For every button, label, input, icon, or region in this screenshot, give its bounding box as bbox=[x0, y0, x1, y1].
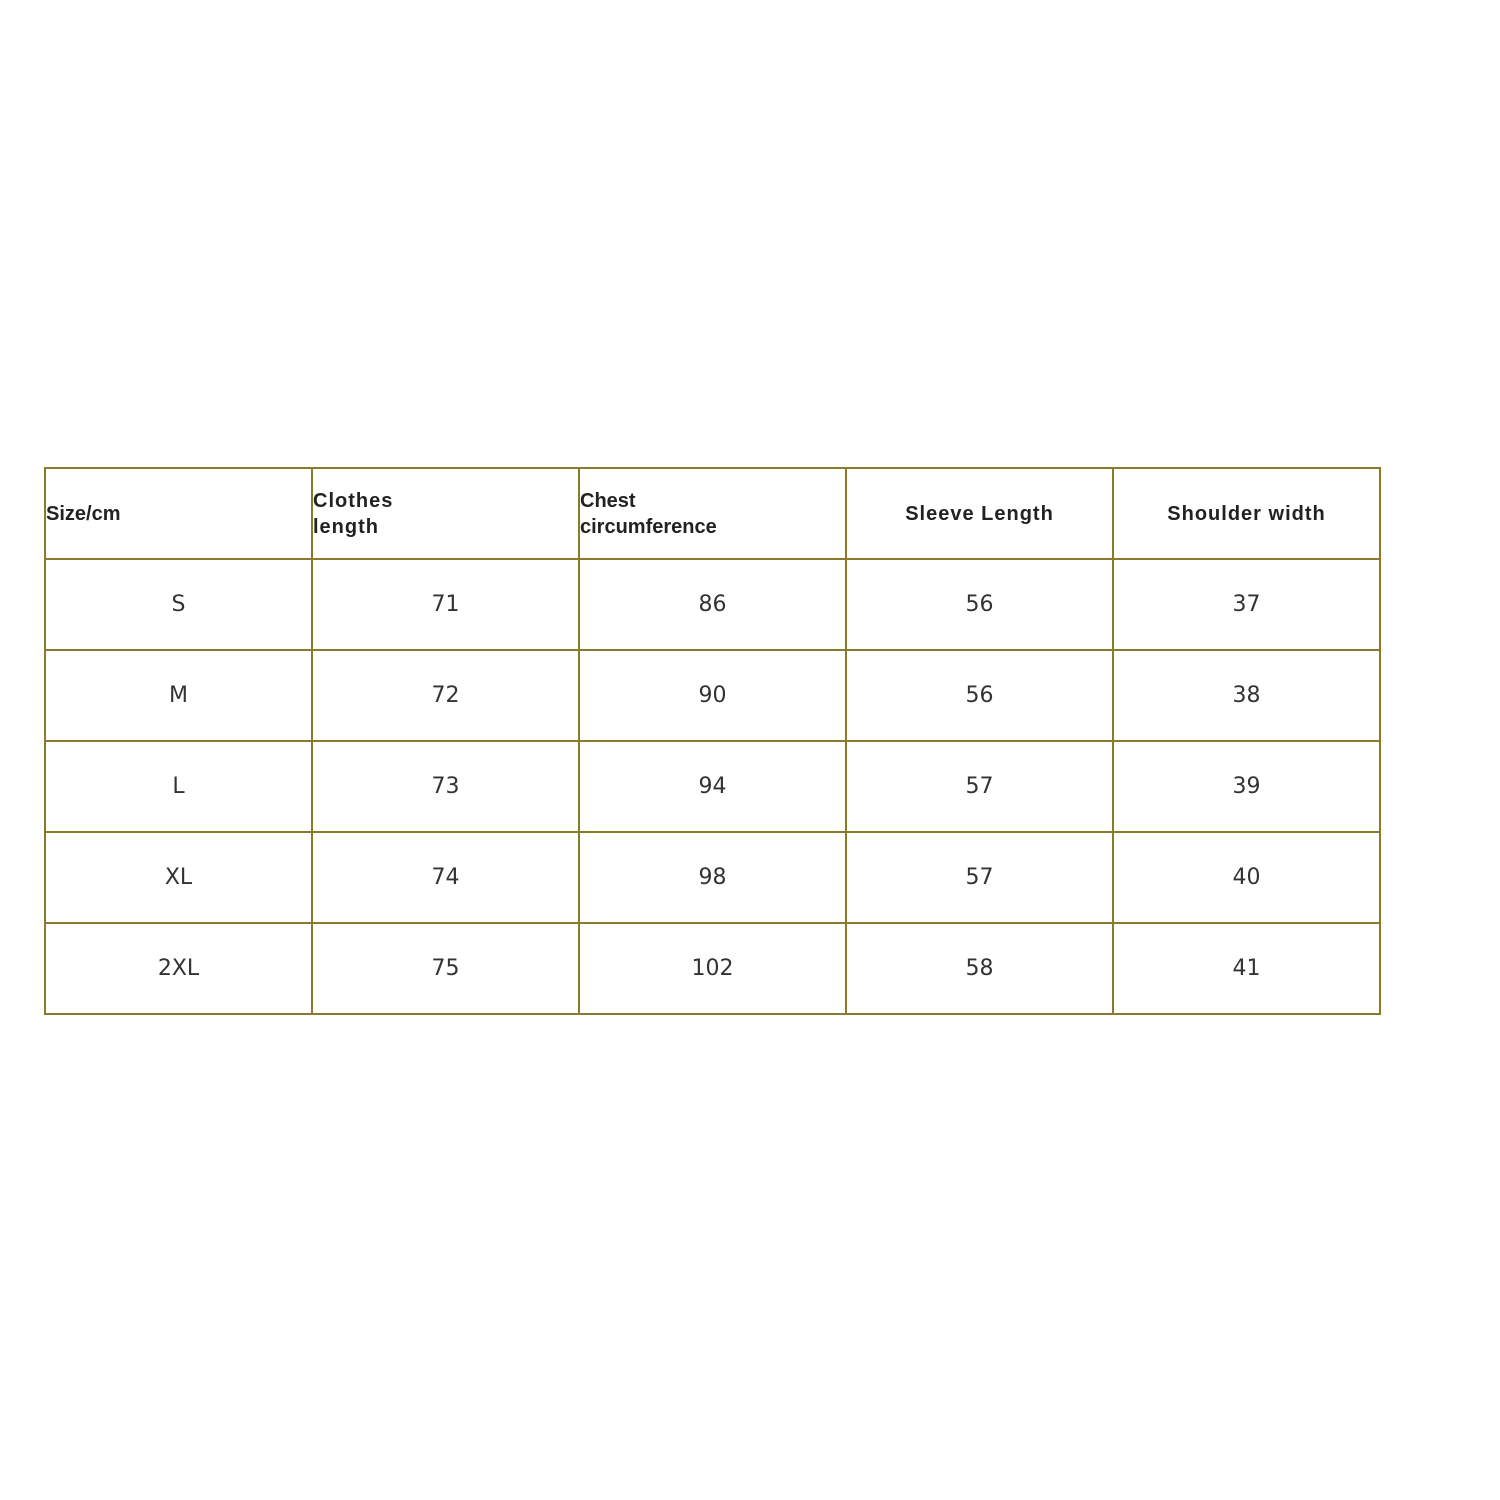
cell-chest: 90 bbox=[579, 650, 846, 741]
cell-size: S bbox=[45, 559, 312, 650]
header-clothes-length-line2: length bbox=[313, 515, 379, 538]
header-size bbox=[45, 468, 312, 559]
cell-clothes-length: 71 bbox=[312, 559, 579, 650]
cell-chest: 98 bbox=[579, 832, 846, 923]
header-shoulder-width bbox=[1113, 468, 1380, 559]
cell-clothes-length: 73 bbox=[312, 741, 579, 832]
header-size-label: Size/cm bbox=[46, 502, 121, 525]
cell-shoulder: 39 bbox=[1113, 741, 1380, 832]
cell-sleeve: 57 bbox=[846, 832, 1113, 923]
table-row bbox=[45, 559, 1380, 650]
cell-size: XL bbox=[45, 832, 312, 923]
header-row bbox=[45, 468, 1380, 559]
size-chart-table bbox=[44, 467, 1381, 1015]
header-chest-line2: circumference bbox=[580, 515, 717, 538]
cell-size: L bbox=[45, 741, 312, 832]
cell-shoulder: 40 bbox=[1113, 832, 1380, 923]
header-chest-line1: Chest bbox=[580, 489, 636, 512]
header-chest-circumference bbox=[579, 468, 846, 559]
cell-chest: 86 bbox=[579, 559, 846, 650]
header-shoulder-label: Shoulder width bbox=[1167, 502, 1326, 525]
cell-shoulder: 37 bbox=[1113, 559, 1380, 650]
cell-sleeve: 56 bbox=[846, 559, 1113, 650]
cell-shoulder: 41 bbox=[1113, 923, 1380, 1014]
cell-sleeve: 57 bbox=[846, 741, 1113, 832]
cell-chest: 102 bbox=[579, 923, 846, 1014]
table-row bbox=[45, 832, 1380, 923]
header-clothes-length-line1: Clothes bbox=[313, 489, 394, 512]
table-row bbox=[45, 741, 1380, 832]
cell-size: M bbox=[45, 650, 312, 741]
cell-clothes-length: 75 bbox=[312, 923, 579, 1014]
cell-clothes-length: 74 bbox=[312, 832, 579, 923]
table-row bbox=[45, 923, 1380, 1014]
cell-chest: 94 bbox=[579, 741, 846, 832]
header-clothes-length bbox=[312, 468, 579, 559]
table-row bbox=[45, 650, 1380, 741]
header-sleeve-length bbox=[846, 468, 1113, 559]
cell-size: 2XL bbox=[45, 923, 312, 1014]
cell-shoulder: 38 bbox=[1113, 650, 1380, 741]
cell-clothes-length: 72 bbox=[312, 650, 579, 741]
header-sleeve-label: Sleeve Length bbox=[905, 502, 1054, 525]
cell-sleeve: 56 bbox=[846, 650, 1113, 741]
cell-sleeve: 58 bbox=[846, 923, 1113, 1014]
